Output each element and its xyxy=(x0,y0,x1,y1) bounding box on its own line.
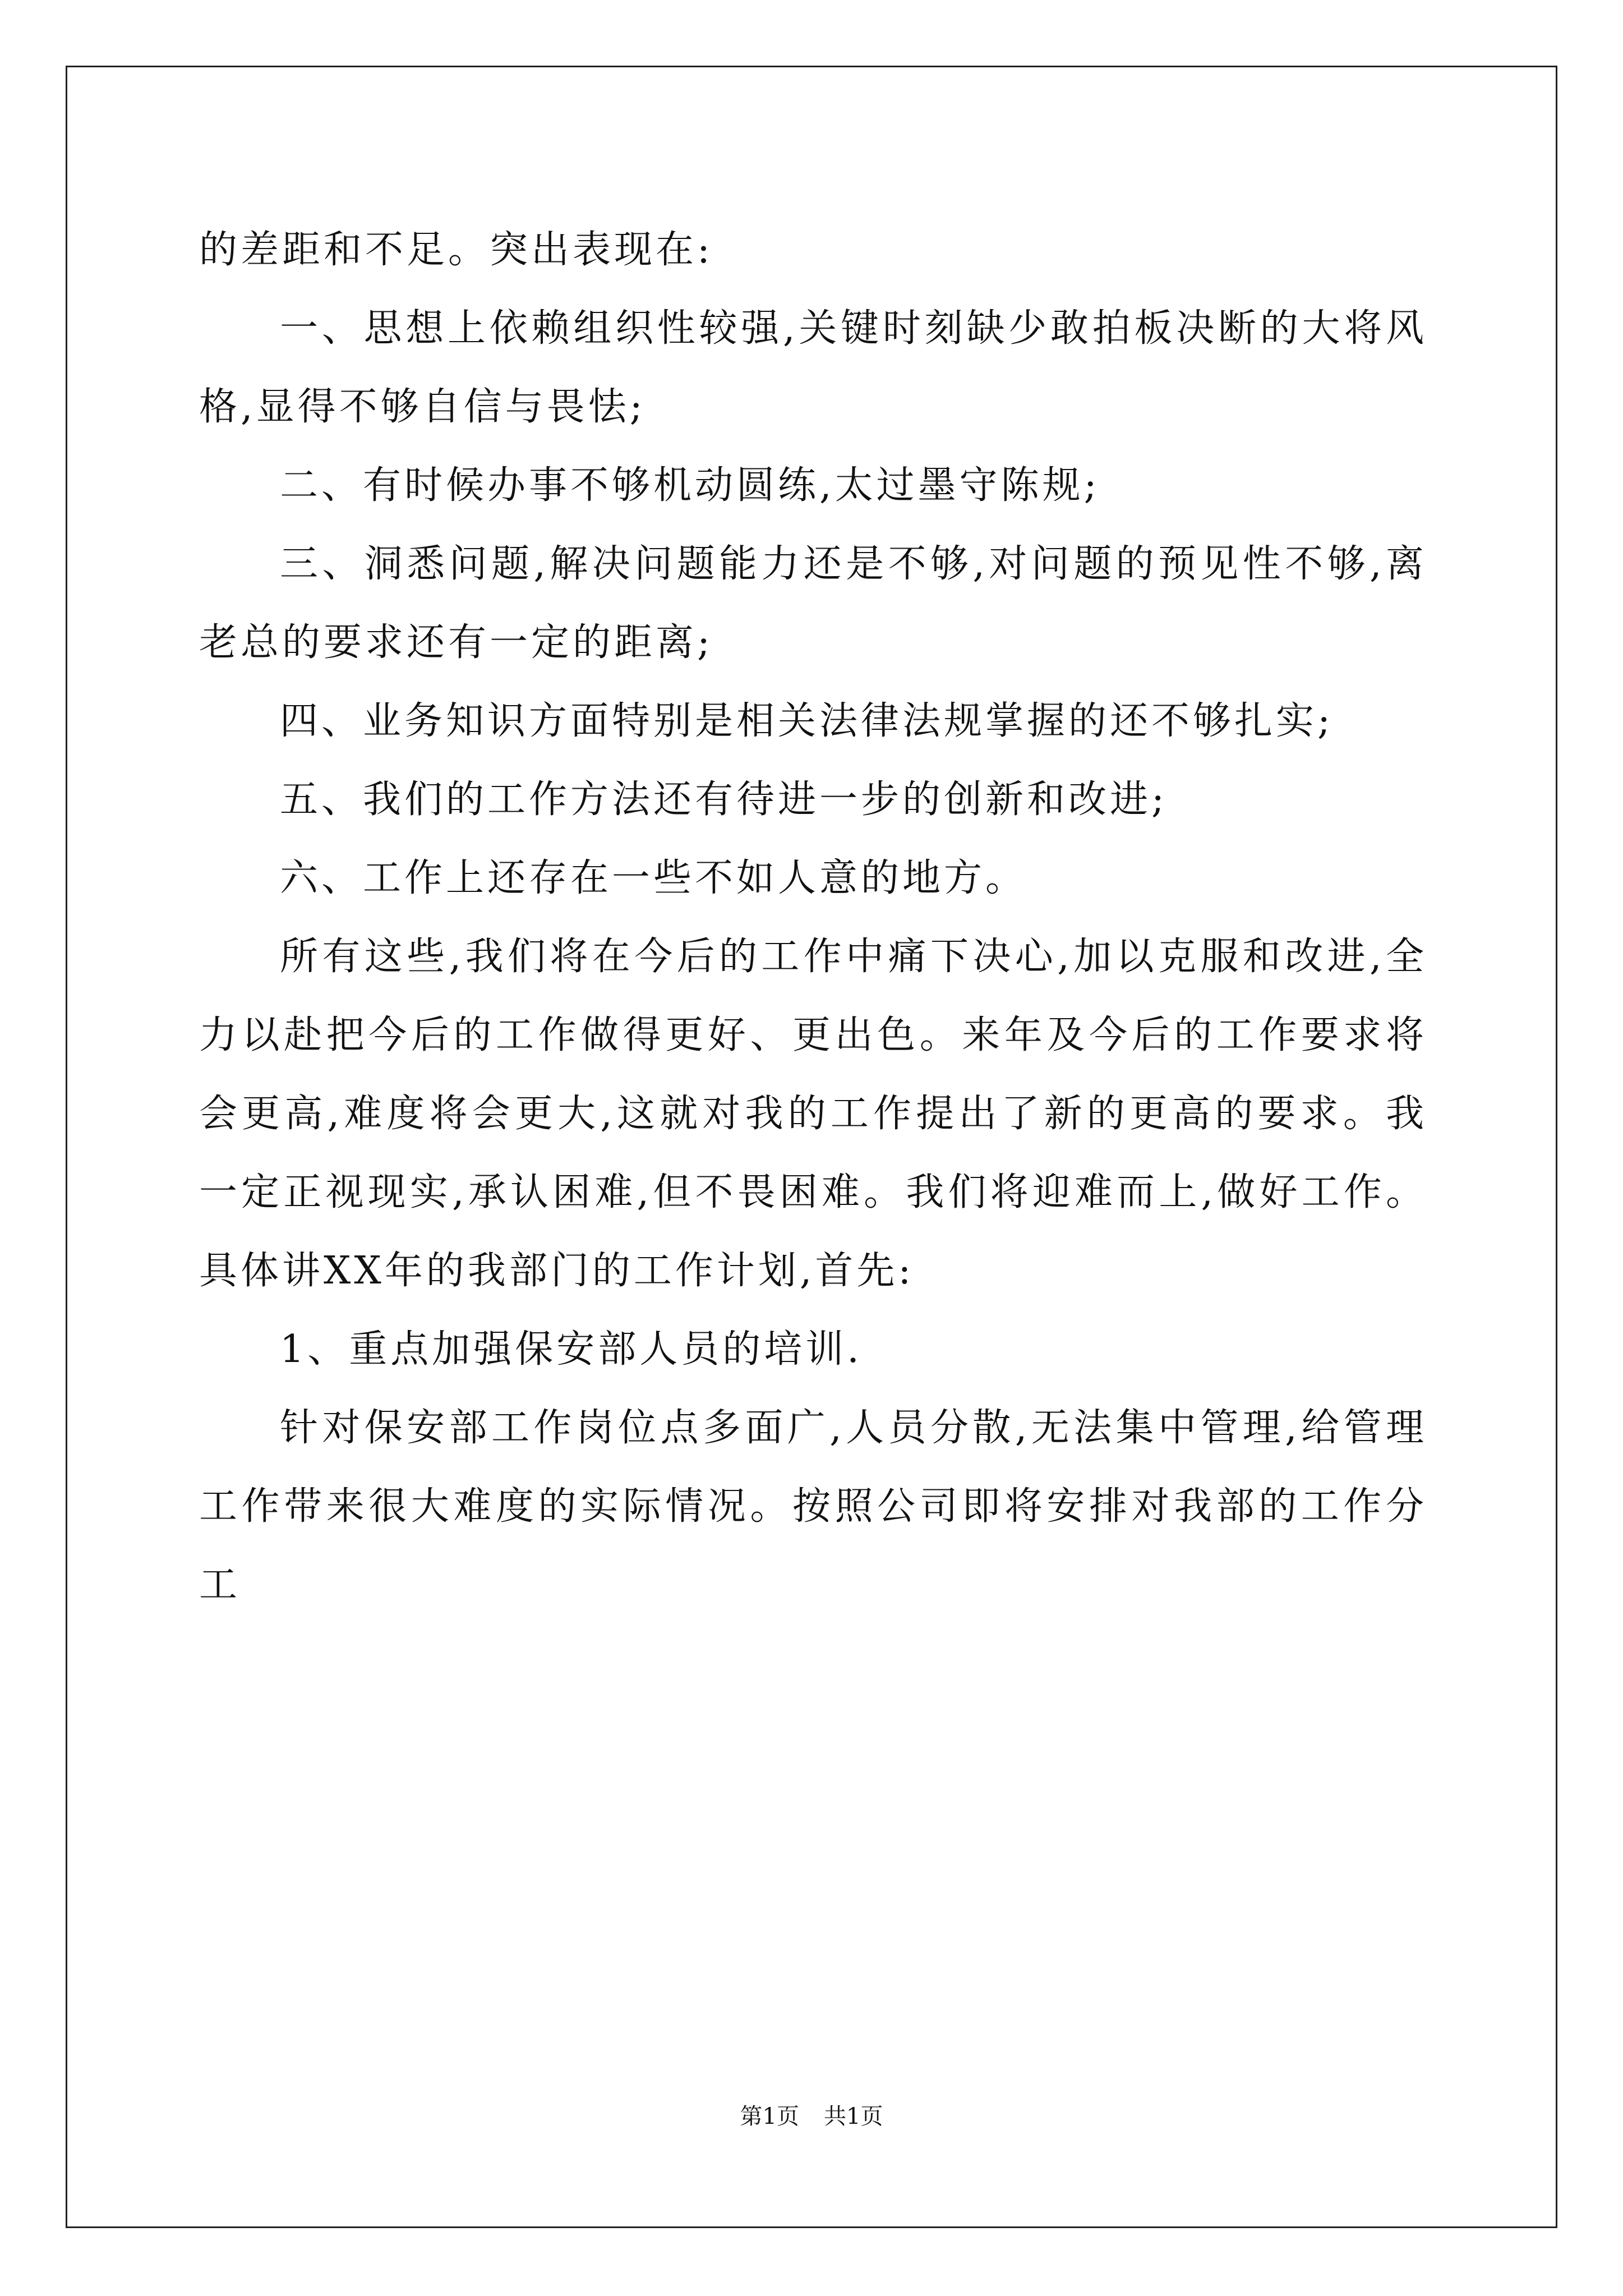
paragraph: 三、洞悉问题,解决问题能力还是不够,对问题的预见性不够,离老总的要求还有一定的距离; xyxy=(199,542,1427,665)
page-footer xyxy=(0,2102,1623,2131)
paragraph: 一、思想上依赖组织性较强,关键时刻缺少敢拍板决断的大将风格,显得不够自信与畏怯; xyxy=(199,306,1427,429)
page-number: 第1页 xyxy=(740,2104,799,2129)
paragraph: 的差距和不足。突出表现在: xyxy=(199,228,713,272)
paragraph: 四、业务知识方面特别是相关法律法规掌握的还不够扎实; xyxy=(280,699,1334,743)
document-body xyxy=(199,211,1427,1625)
page-total: 共1页 xyxy=(824,2104,883,2129)
paragraph: 五、我们的工作方法还有待进一步的创新和改进; xyxy=(280,777,1168,822)
paragraph: 1、重点加强保安部人员的培训. xyxy=(280,1327,863,1372)
paragraph: 针对保安部工作岗位点多面广,人员分散,无法集中管理,给管理工作带来很大难度的实际情况。按照公司即将安排对我部的工作分工 xyxy=(199,1406,1427,1607)
paragraph: 所有这些,我们将在今后的工作中痛下决心,加以克服和改进,全力以赴把今后的工作做得更好、更出色。来年及今后的工作要求将会更高,难度将会更大,这就对我的工作提出了新的更高的要求。我一定正视现实,承认困难,但不畏困难。我们将迎难而上,做好工作。具体讲XX年的我部门的工作计划,首先: xyxy=(199,935,1427,1293)
paragraph: 二、有时候办事不够机动圆练,太过墨守陈规; xyxy=(280,463,1100,508)
paragraph: 六、工作上还存在一些不如人意的地方。 xyxy=(280,856,1027,900)
